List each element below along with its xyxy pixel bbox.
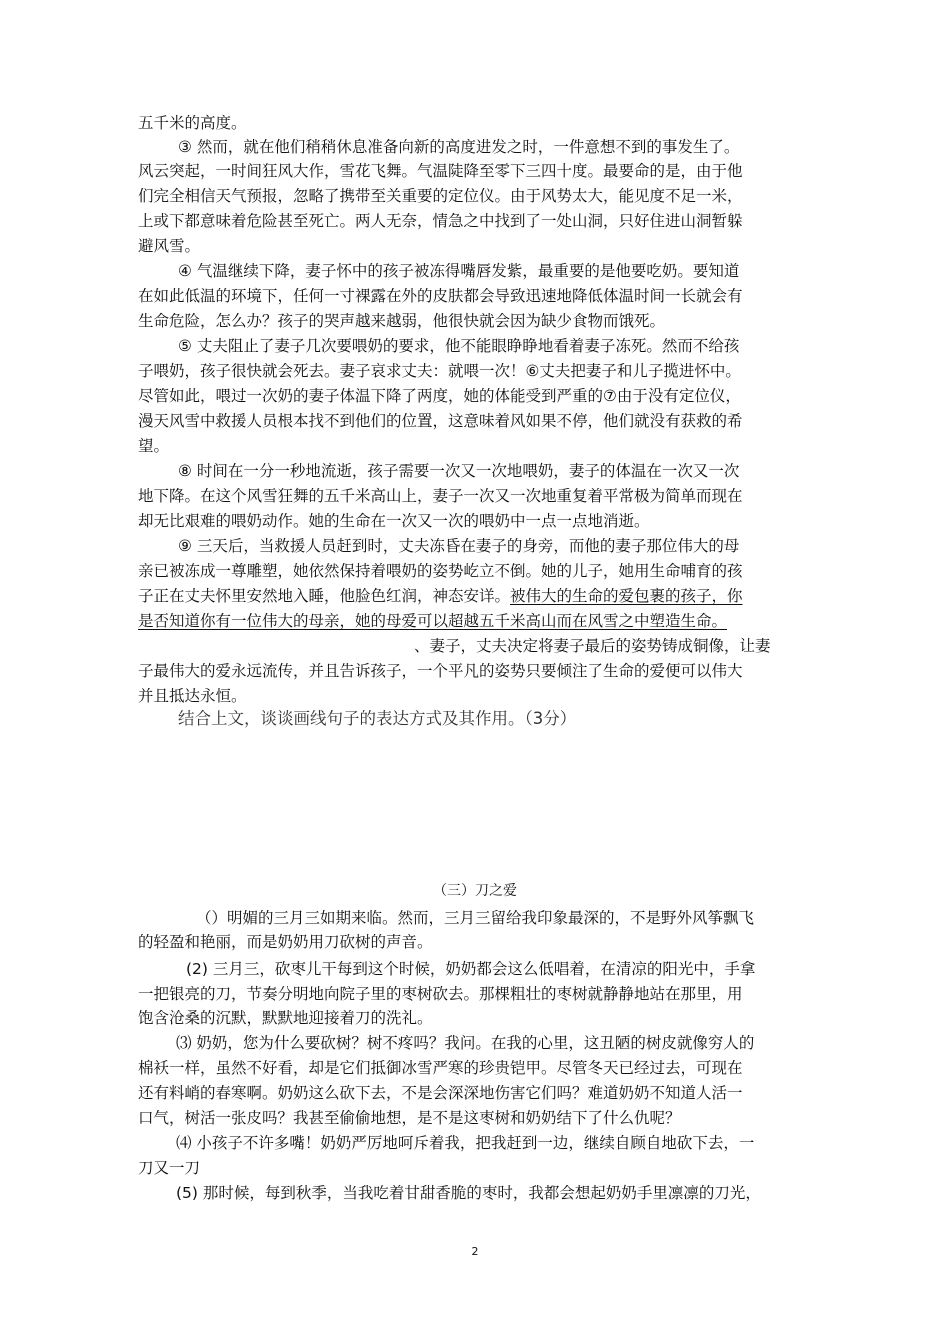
question-prompt: 结合上文，谈谈画线句子的表达方式及其作用。（3分） xyxy=(178,709,577,728)
text-line: ⑶ 奶奶，您为什么要砍树？树不疼吗？我问。在我的心里，这丑陋的树皮就像穷人的 xyxy=(176,1034,755,1052)
text-line: （）明媚的三月三如期来临。然而，三月三留给我印象最深的，不是野外风筝飘飞 xyxy=(196,909,755,927)
text-line: 尽管如此，喂过一次奶的妻子体温下降了两度，她的体能受到严重的⑦由于没有定位仪， xyxy=(138,387,741,405)
underlined-sentence-continued: 是否知道你有一位伟大的母亲，她的母爱可以超越五千米高山而在风雪之中塑造生命。 xyxy=(138,612,728,630)
text-line: 漫天风雪中救援人员根本找不到他们的位置，这意味着风如果不停，他们就没有获救的希 xyxy=(138,412,743,430)
text-line: 风云突起，一时间狂风大作，雪花飞舞。气温陡降至零下三四十度。最要命的是，由于他 xyxy=(138,162,743,180)
text-line: (5) 那时候，每到秋季，当我吃着甘甜香脆的枣时，我都会想起奶奶手里凛凛的刀光， xyxy=(176,1184,761,1202)
text-line: 的轻盈和艳丽，而是奶奶用刀砍树的声音。 xyxy=(138,933,433,951)
text-line: 一把银亮的刀，节奏分明地向院子里的枣树砍去。那棵粗壮的枣树就静静地站在那里，用 xyxy=(138,985,743,1003)
text-line: 、妻子，丈夫决定将妻子最后的姿势铸成铜像，让妻 xyxy=(414,637,771,655)
text-line xyxy=(138,584,743,608)
text-line: 生命危险，怎么办？孩子的哭声越来越弱，他很快就会因为缺少食物而饿死。 xyxy=(138,312,666,330)
text-segment: 子正在丈夫怀里安然地入睡，他脸色红润，神态安详。 xyxy=(138,587,511,605)
text-line: 在如此低温的环境下，任何一寸裸露在外的皮肤都会导致迅速地降低体温时间一长就会有 xyxy=(138,287,743,305)
text-line: ⑤ 丈夫阻止了妻子几次要喂奶的要求，他不能眼睁睁地看着妻子冻死。然而不给孩 xyxy=(178,337,740,355)
text-line: ⑨ 三天后，当救援人员赶到时，丈夫冻昏在妻子的身旁，而他的妻子那位伟大的母 xyxy=(178,537,740,555)
text-line: 上或下都意味着危险甚至死亡。两人无奈，情急之中找到了一处山洞，只好住进山洞暂躲 xyxy=(138,212,743,230)
text-line: 亲已被冻成一尊雕塑，她依然保持着喂奶的姿势屹立不倒。她的儿子，她用生命哺育的孩 xyxy=(138,562,743,580)
text-line: (2) 三月三，砍枣儿干每到这个时候，奶奶都会这么低唱着，在清凉的阳光中，手拿 xyxy=(186,960,756,978)
text-line: 地下降。在这个风雪狂舞的五千米高山上，妻子一次又一次地重复着平常极为简单而现在 xyxy=(138,487,743,505)
page-number: 2 xyxy=(471,1245,479,1258)
text-line: 却无比艰难的喂奶动作。她的生命在一次又一次的喂奶中一点一点地消逝。 xyxy=(138,512,650,530)
text-line: 避风雪。 xyxy=(138,237,201,255)
text-line: ③ 然而，就在他们稍稍休息准备向新的高度进发之时，一件意想不到的事发生了。 xyxy=(178,138,740,156)
text-line: 棉袄一样，虽然不好看，却是它们抵御冰雪严寒的珍贵铠甲。尽管冬天已经过去，可现在 xyxy=(138,1059,743,1077)
text-line: 饱含沧桑的沉默，默默地迎接着刀的洗礼。 xyxy=(138,1009,433,1027)
text-line: ④ 气温继续下降，妻子怀中的孩子被冻得嘴唇发紫，最重要的是他要吃奶。要知道 xyxy=(178,262,740,280)
section-title: （三）刀之爱 xyxy=(433,883,517,899)
text-line: 望。 xyxy=(138,437,170,455)
text-line: 子喂奶，孩子很快就会死去。妻子哀求丈夫：就喂一次！⑥丈夫把妻子和儿子揽进怀中。 xyxy=(138,362,741,380)
text-line: 还有料峭的春寒啊。奶奶这么砍下去，不是会深深地伤害它们吗？难道奶奶不知道人活一 xyxy=(138,1084,743,1102)
text-line: 子最伟大的爱永远流传，并且告诉孩子，一个平凡的姿势只要倾注了生命的爱便可以伟大 xyxy=(138,662,743,680)
text-line: 们完全相信天气预报，忽略了携带至关重要的定位仪。由于风势太大，能见度不足一米， xyxy=(138,187,743,205)
text-line: 刀又一刀 xyxy=(138,1159,201,1177)
text-line: ⑷ 小孩子不许多嘴！奶奶严厉地呵斥着我，把我赶到一边，继续自顾自地砍下去，一 xyxy=(176,1134,755,1152)
text-line: 并且抵达永恒。 xyxy=(138,687,247,705)
text-line: ⑧ 时间在一分一秒地流逝，孩子需要一次又一次地喂奶，妻子的体温在一次又一次 xyxy=(178,462,740,480)
text-line: 口气，树活一张皮吗？我甚至偷偷地想，是不是这枣树和奶奶结下了什么仇呢？ xyxy=(138,1109,681,1127)
text-line: 五千米的高度。 xyxy=(138,114,247,132)
underlined-sentence: 被伟大的生命的爱包裹的孩子，你 xyxy=(510,587,743,605)
